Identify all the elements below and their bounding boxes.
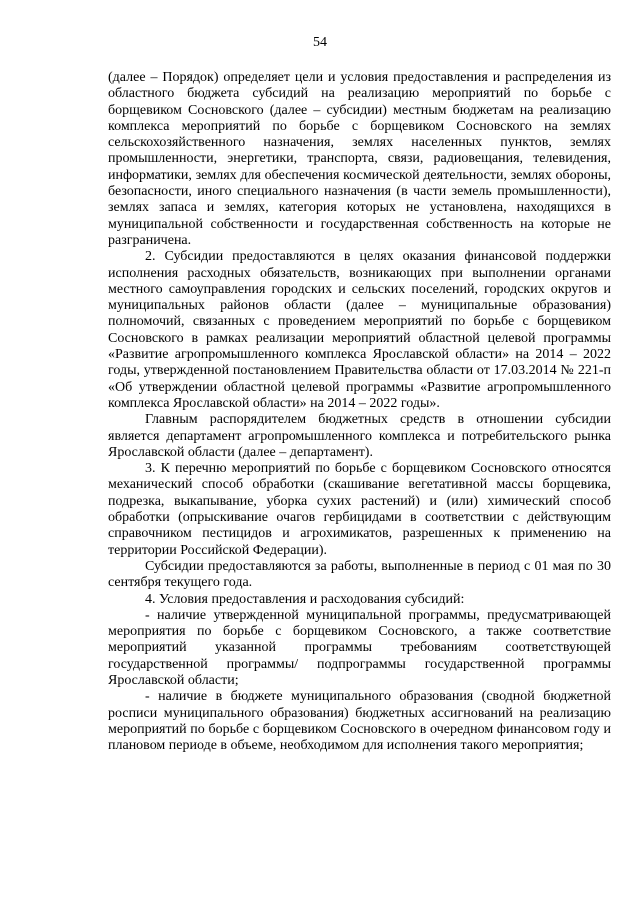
paragraph-work-period: Субсидии предоставляются за работы, выполненные в период с 01 мая по 30 сентября текущего года. [108,558,611,591]
paragraph-condition-program: - наличие утвержденной муниципальной программы, предусматривающей мероприятия по борьбе с борщевиком Сосновского, а также соответствие мероприятий указанной программы требованиям соответствующей государственной программы/ подпрограммы государственной программы Ярославской области; [108,607,611,688]
paragraph-condition-budget: - наличие в бюджете муниципального образования (сводной бюджетной росписи муниципального образования) бюджетных ассигнований на реализацию мероприятий по борьбе с борщевиком Сосновского в очередном финансовом году и плановом периоде в объеме, необходимом для исполнения такого мероприятия; [108,689,611,754]
paragraph-main-administrator: Главным распорядителем бюджетных средств в отношении субсидии является департамент агропромышленного комплекса и потребительского рынка Ярославской области (далее – департамент). [108,412,611,460]
paragraph-item-2: 2. Субсидии предоставляются в целях оказания финансовой поддержки исполнения расходных обязательств, возникающих при выполнении органами местного самоуправления городских и сельских поселений, городских округов и муниципальных районов области (далее – муниципальные образования) полномочий, связанных с проведением мероприятий по борьбе с борщевиком Сосновского в рамках реализации мероприятий областной целевой программы «Развитие агропромышленного комплекса Ярославской области» на 2014 – 2022 годы, утвержденной постановлением Правительства области от 17.03.2014 № 221-п «Об утверждении областной целевой программы «Развитие агропромышленного комплекса Ярославской области» на 2014 – 2022 годы». [108,249,611,411]
page-number: 54 [313,35,327,50]
paragraph-order-definition: (далее – Порядок) определяет цели и условия предоставления и распределения из областного бюджета субсидий на реализацию мероприятий по борьбе с борщевиком Сосновского (далее – субсидии) местным бюджетам на реализацию комплекса мероприятий по борьбе с борщевиком Сосновского на землях сельскохозяйственного назначения, землях населенных пунктов, землях промышленности, энергетики, транспорта, связи, радиовещания, телевидения, информатики, землях для обеспечения космической деятельности, землях обороны, безопасности, иного специального назначения (в части земель промышленности), землях запаса и землях, категория которых не установлена, находящихся в муниципальной собственности и государственная собственность на которые не разграничена. [108,70,611,248]
document-body [108,70,611,754]
paragraph-item-3: 3. К перечню мероприятий по борьбе с борщевиком Сосновского относятся механический способ обработки (скашивание вегетативной массы борщевика, подрезка, выкапывание, уборка сухих растений) и (или) химический способ обработки (опрыскивание очагов гербицидами в соответствии с действующим справочником пестицидов и агрохимикатов, разрешенных к применению на территории Российской Федерации). [108,461,611,558]
paragraph-item-4: 4. Условия предоставления и расходования субсидий: [145,591,465,607]
